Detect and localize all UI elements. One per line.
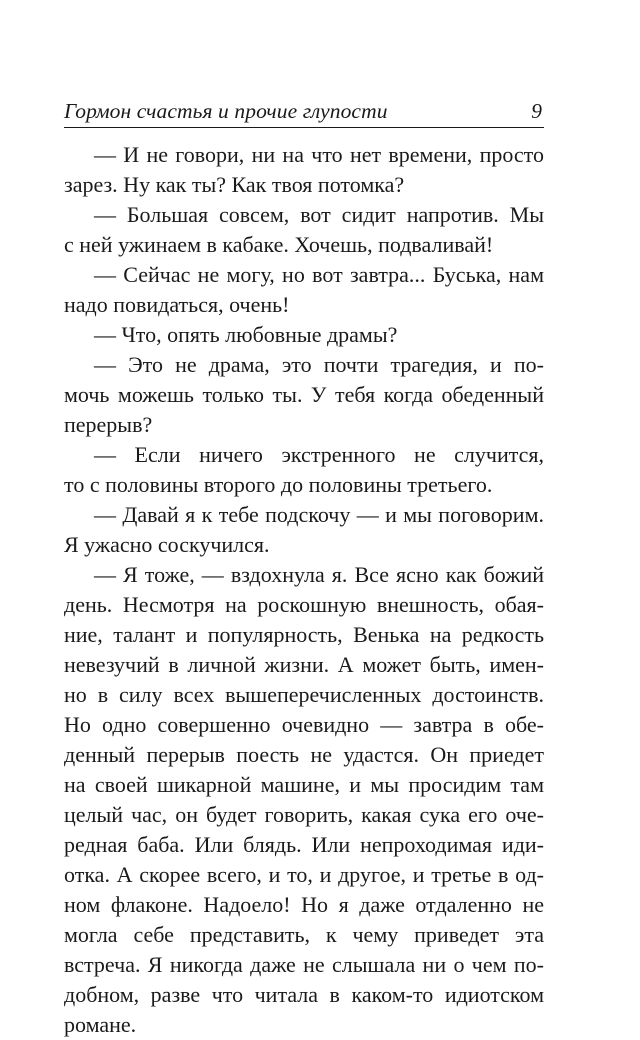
- text-line: добном, разве что читала в каком-то идиотском: [64, 982, 544, 1007]
- text-line: романе.: [64, 1012, 137, 1037]
- text-line: отка. А скорее всего, и то, и другое, и третье в од-: [64, 862, 544, 887]
- text-line: денный перерыв поесть не удастся. Он приедет: [64, 742, 544, 767]
- header-rule: [64, 127, 544, 128]
- running-title: Гормон счастья и прочие глупости: [64, 99, 388, 123]
- text-line: на своей шикарной машине, и мы просидим там: [64, 772, 544, 797]
- page-number: 9: [531, 99, 542, 123]
- body-text: [64, 140, 544, 1040]
- text-line: ном флаконе. Надоело! Но я даже отдаленно не: [64, 892, 544, 917]
- text-line: день. Несмотря на роскошную внешность, обая-: [64, 592, 544, 617]
- text-line: — Большая совсем, вот сидит напротив. Мы: [94, 202, 544, 227]
- text-line: целый час, он будет говорить, какая сука его оче-: [64, 802, 544, 827]
- text-line: редная баба. Или блядь. Или непроходимая иди-: [64, 832, 544, 857]
- text-line: то с половины второго до половины третьего.: [64, 472, 493, 497]
- text-line: с ней ужинаем в кабаке. Хочешь, подваливай!: [64, 232, 494, 257]
- text-line: зарез. Ну как ты? Как твоя потомка?: [64, 172, 405, 197]
- text-line: могла себе представить, к чему приведет эта: [64, 922, 544, 947]
- text-line: Но одно совершенно очевидно — завтра в обе-: [64, 712, 544, 737]
- text-line: — Если ничего экстренного не случится,: [94, 442, 544, 467]
- text-line: — Я тоже, — вздохнула я. Все ясно как божий: [94, 562, 544, 587]
- text-line: — Что, опять любовные драмы?: [94, 322, 398, 347]
- text-line: — Сейчас не могу, но вот завтра... Буська, нам: [94, 262, 544, 287]
- text-line: невезучий в личной жизни. А может быть, имен-: [64, 652, 544, 677]
- text-line: перерыв?: [64, 412, 153, 437]
- page-header: [64, 98, 544, 124]
- text-line: надо повидаться, очень!: [64, 292, 290, 317]
- text-line: мочь можешь только ты. У тебя когда обеденный: [64, 382, 544, 407]
- text-line: встреча. Я никогда даже не слышала ни о чем по-: [64, 952, 544, 977]
- text-line: ние, талант и популярность, Венька на редкость: [64, 622, 544, 647]
- text-line: но в силу всех вышеперечисленных достоинств.: [64, 682, 544, 707]
- text-line: — Это не драма, это почти трагедия, и по-: [94, 352, 544, 377]
- text-line: — И не говори, ни на что нет времени, просто: [94, 142, 544, 167]
- text-line: Я ужасно соскучился.: [64, 532, 270, 557]
- text-line: — Давай я к тебе подскочу — и мы поговорим.: [94, 502, 544, 527]
